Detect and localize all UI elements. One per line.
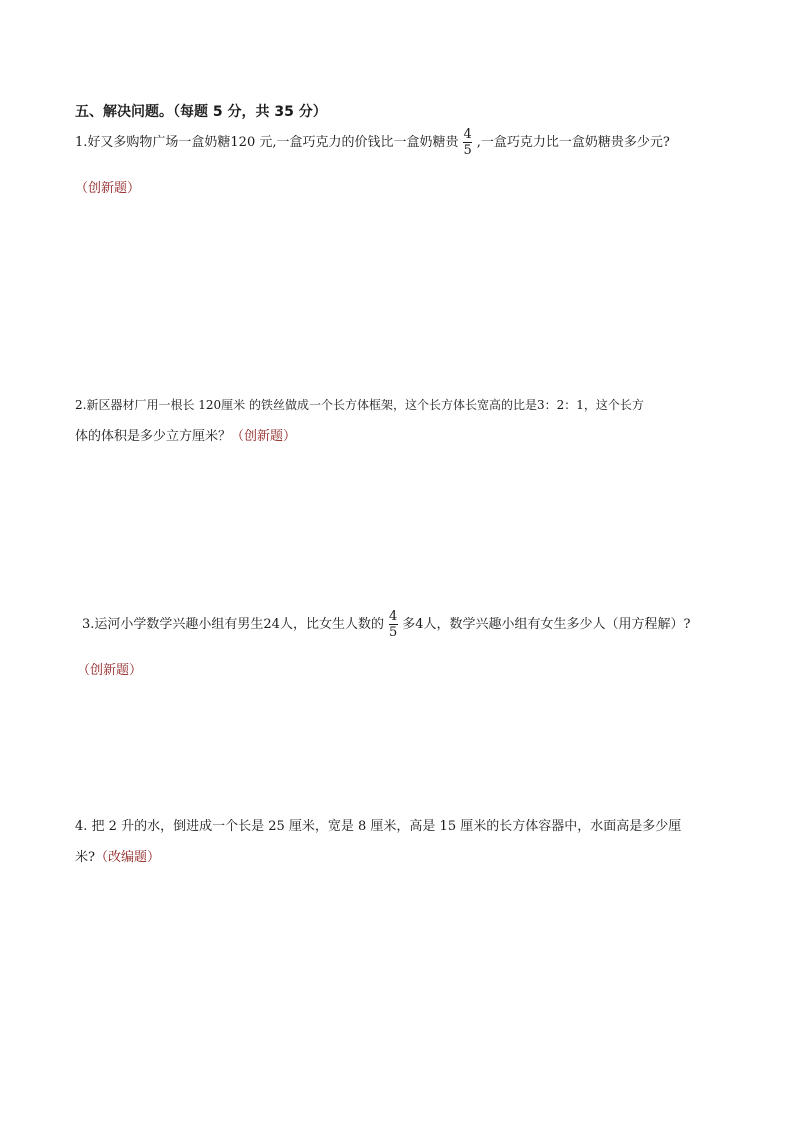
problem-4-text: 米? xyxy=(75,850,95,865)
problem-1-tag: （创新题） xyxy=(75,181,141,196)
problem-1-text-before: 1.好又多购物广场一盒奶糖120 元,一盒巧克力的价钱比一盒奶糖贵 xyxy=(75,134,459,150)
problem-2-line-2 xyxy=(75,428,296,446)
problem-3 xyxy=(82,609,690,640)
section-heading: 五、解决问题。（每题 5 分，共 35 分） xyxy=(75,104,327,120)
problem-1-fraction xyxy=(462,127,472,158)
problem-4-line-1: 4. 把 2 升的水，倒进成一个长是 25 厘米，宽是 8 厘米，高是 15 厘米的长方体容器中，水面高是多少厘 xyxy=(75,819,682,834)
problem-3-text-after: 多4人，数学兴趣小组有女生多少人（用方程解）? xyxy=(402,616,691,632)
problem-2-line-1: 2.新区器材厂用一根长 120厘米 的铁丝做成一个长方体框架，这个长方体长宽高的比是3：2：1，这个长方 xyxy=(75,398,644,412)
problem-3-tag: （创新题） xyxy=(77,663,143,678)
fraction-numerator: 4 xyxy=(388,609,398,624)
problem-4-tag: （改编题） xyxy=(94,850,160,865)
problem-3-text-before: 3.运河小学数学兴趣小组有男生24人，比女生人数的 xyxy=(82,616,384,632)
problem-1-text-after: ,一盒巧克力比一盒奶糖贵多少元? xyxy=(476,134,670,150)
problem-2-text: 体的体积是多少立方厘米？ xyxy=(75,429,232,444)
problem-2-tag: （创新题） xyxy=(231,429,297,444)
fraction-denominator: 5 xyxy=(388,625,398,640)
fraction-denominator: 5 xyxy=(463,143,472,158)
problem-1 xyxy=(75,127,670,158)
problem-4-line-2 xyxy=(75,849,160,867)
fraction-numerator: 4 xyxy=(463,127,472,142)
problem-3-fraction xyxy=(388,609,398,640)
